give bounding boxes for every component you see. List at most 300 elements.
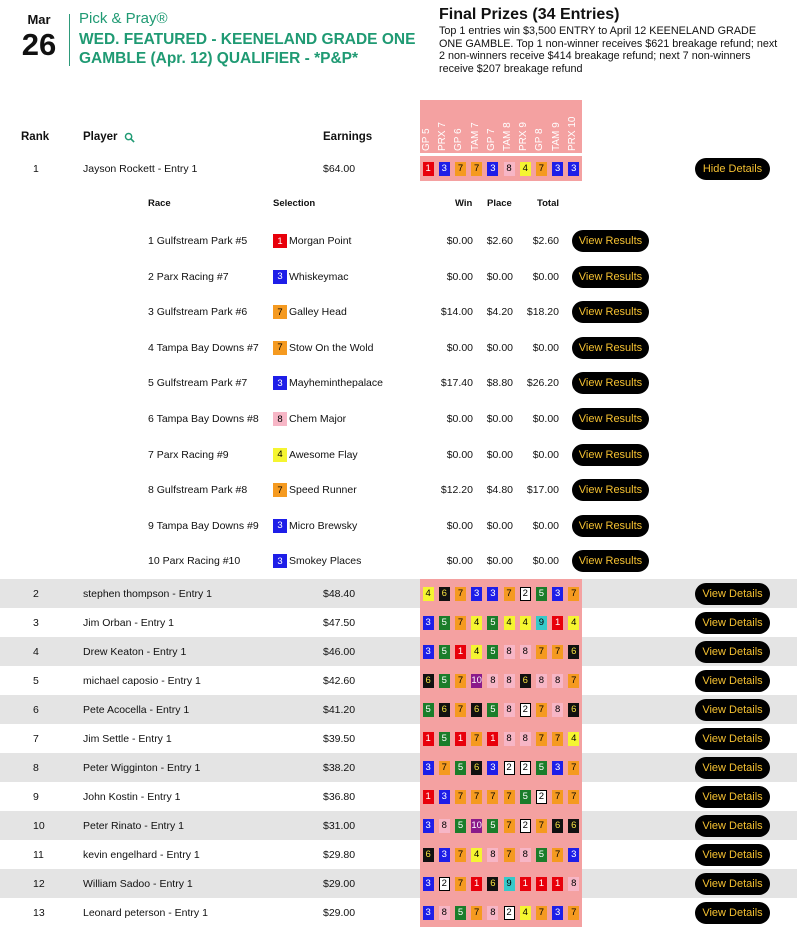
win-amount: $0.00 — [446, 555, 473, 568]
pick-cell — [517, 811, 533, 840]
race-name: 7 Parx Racing #9 — [148, 448, 229, 461]
pick-cell — [469, 156, 485, 181]
saddle-cloth-number: 4 — [520, 616, 531, 630]
saddle-cloth-number: 5 — [487, 819, 498, 833]
saddle-cloth-number: 8 — [504, 645, 515, 659]
pick-cell — [420, 579, 436, 608]
rank-cell: 10 — [33, 820, 45, 832]
view-details-button[interactable]: View Details — [695, 612, 770, 634]
pick-cell — [485, 753, 501, 782]
view-results-button[interactable]: View Results — [572, 301, 649, 323]
saddle-cloth-number: 1 — [455, 732, 466, 746]
picks-strip — [420, 782, 582, 811]
saddle-cloth-number: 7 — [273, 341, 287, 355]
race-header: Race — [148, 198, 171, 209]
rank-header: Rank — [21, 131, 50, 143]
player-header — [83, 131, 135, 143]
pick-cell — [436, 637, 452, 666]
pick-cell — [436, 782, 452, 811]
view-results-button[interactable]: View Results — [572, 408, 649, 430]
saddle-cloth-number: 7 — [568, 587, 579, 601]
saddle-cloth-number: 7 — [504, 819, 515, 833]
leg-header — [501, 100, 517, 153]
picks-strip — [420, 724, 582, 753]
saddle-cloth-number: 3 — [423, 645, 434, 659]
pick-cell — [420, 869, 436, 898]
prizes-panel — [439, 6, 779, 75]
picks-strip — [420, 840, 582, 869]
total-amount: $0.00 — [532, 555, 559, 568]
total-amount: $17.00 — [526, 484, 559, 497]
pick-cell — [566, 840, 582, 869]
saddle-cloth-number: 1 — [471, 877, 482, 891]
earnings-cell: $41.20 — [323, 704, 356, 716]
pick-cell — [501, 869, 517, 898]
pick-cell — [436, 695, 452, 724]
view-results-button[interactable]: View Results — [572, 444, 649, 466]
saddle-cloth-number: 6 — [439, 703, 450, 717]
race-detail-row — [0, 338, 797, 358]
rank-cell: 13 — [33, 907, 45, 919]
hide-details-button[interactable]: Hide Details — [695, 158, 770, 180]
pick-cell — [452, 898, 468, 927]
saddle-cloth-number: 3 — [273, 554, 287, 568]
legs-header — [420, 100, 582, 153]
rank-cell: 11 — [33, 849, 44, 861]
win-header: Win — [455, 198, 473, 209]
saddle-cloth-number: 5 — [455, 761, 466, 775]
saddle-cloth-number: 7 — [536, 906, 547, 920]
pick-cell — [533, 666, 549, 695]
pick-cell — [566, 156, 582, 181]
saddle-cloth-number: 7 — [455, 703, 466, 717]
pick-cell — [452, 811, 468, 840]
pick-cell — [550, 666, 566, 695]
leg-header — [469, 100, 485, 153]
race-name: 4 Tampa Bay Downs #7 — [148, 341, 259, 354]
pick-cell — [485, 811, 501, 840]
earnings-cell: $29.80 — [323, 849, 356, 861]
pick-cell — [550, 695, 566, 724]
pick-cell — [436, 156, 452, 181]
place-amount: $2.60 — [486, 235, 513, 247]
view-results-button[interactable]: View Results — [572, 515, 649, 537]
saddle-cloth-number: 4 — [423, 587, 434, 601]
selection-cell — [273, 302, 347, 322]
leg-header — [452, 100, 468, 153]
saddle-cloth-number: 4 — [471, 645, 482, 659]
rank-cell: 9 — [33, 791, 39, 803]
pick-cell — [452, 724, 468, 753]
saddle-cloth-number: 8 — [504, 732, 515, 746]
player-row — [0, 782, 797, 811]
rank-cell: 12 — [33, 878, 45, 890]
view-details-button[interactable]: View Details — [695, 699, 770, 721]
pick-cell — [533, 753, 549, 782]
saddle-cloth-number: 7 — [455, 790, 466, 804]
saddle-cloth-number: 5 — [455, 819, 466, 833]
win-amount: $0.00 — [446, 448, 473, 461]
view-details-button[interactable]: View Details — [695, 757, 770, 779]
pick-cell — [452, 840, 468, 869]
pick-cell — [550, 753, 566, 782]
win-amount: $12.20 — [440, 484, 473, 497]
pick-cell — [550, 579, 566, 608]
picks-strip — [420, 608, 582, 637]
player-name: Pete Acocella - Entry 1 — [83, 704, 190, 716]
saddle-cloth-number: 4 — [471, 616, 482, 630]
win-amount: $0.00 — [446, 413, 473, 425]
leg-header — [533, 100, 549, 153]
view-results-button[interactable]: View Results — [572, 230, 649, 252]
pick-cell — [517, 666, 533, 695]
pick-cell — [566, 898, 582, 927]
saddle-cloth-number: 7 — [504, 790, 515, 804]
saddle-cloth-number: 7 — [568, 906, 579, 920]
pick-cell — [420, 898, 436, 927]
horse-name: Chem Major — [289, 413, 347, 425]
race-name: 8 Gulfstream Park #8 — [148, 484, 248, 497]
pick-cell — [550, 782, 566, 811]
total-amount: $0.00 — [532, 413, 559, 425]
saddle-cloth-number: 8 — [504, 703, 515, 717]
saddle-cloth-number: 4 — [273, 448, 287, 462]
pick-cell — [566, 579, 582, 608]
pick-cell — [469, 869, 485, 898]
rank-cell: 1 — [33, 163, 39, 175]
saddle-cloth-number: 8 — [504, 162, 515, 176]
win-amount: $17.40 — [440, 377, 473, 390]
place-header: Place — [487, 198, 512, 209]
picks-strip — [420, 898, 582, 927]
pick-cell — [501, 898, 517, 927]
rank-cell: 5 — [33, 675, 39, 687]
pick-cell — [501, 608, 517, 637]
pick-cell — [469, 579, 485, 608]
saddle-cloth-number: 1 — [423, 732, 434, 746]
saddle-cloth-number: 5 — [439, 732, 450, 746]
saddle-cloth-number: 3 — [568, 848, 579, 862]
pick-cell — [420, 724, 436, 753]
saddle-cloth-number: 5 — [536, 761, 547, 775]
leg-header — [485, 100, 501, 153]
view-results-button[interactable]: View Results — [572, 372, 649, 394]
view-details-button[interactable]: View Details — [695, 728, 770, 750]
prizes-text: Top 1 entries win $3,500 ENTRY to April 12 KEENELAND GRADE ONE GAMBLE. Top 1 non-winner receives $621 breakage refund; next 2 non-winners receive $414 breakage refund; next 7 non-winners receive $207 breakage refund — [439, 25, 778, 75]
pick-cell — [517, 782, 533, 811]
earnings-cell: $29.00 — [323, 907, 356, 919]
saddle-cloth-number: 2 — [504, 906, 515, 920]
leg-header — [566, 100, 582, 153]
race-name: 1 Gulfstream Park #5 — [148, 235, 248, 247]
saddle-cloth-number: 7 — [455, 674, 466, 688]
total-header: Total — [537, 198, 559, 209]
rank-cell: 7 — [33, 733, 39, 745]
pick-cell — [420, 782, 436, 811]
win-amount: $0.00 — [446, 270, 473, 283]
saddle-cloth-number: 2 — [520, 703, 531, 717]
pick-cell — [501, 695, 517, 724]
pick-cell — [517, 869, 533, 898]
view-details-button[interactable]: View Details — [695, 670, 770, 692]
player-name: Drew Keaton - Entry 1 — [83, 646, 187, 658]
player-row — [0, 840, 797, 869]
picks-strip — [420, 637, 582, 666]
leg-header-label: PRX 10 — [566, 116, 578, 151]
saddle-cloth-number: 4 — [568, 616, 579, 630]
place-amount: $4.20 — [486, 306, 513, 319]
pick-cell — [533, 637, 549, 666]
pick-cell — [501, 811, 517, 840]
saddle-cloth-number: 7 — [455, 616, 466, 630]
earnings-cell: $48.40 — [323, 588, 356, 600]
saddle-cloth-number: 8 — [273, 412, 287, 426]
leg-header — [420, 100, 436, 153]
pick-cell — [501, 753, 517, 782]
pick-cell — [501, 724, 517, 753]
brand-name: Pick & Pray® — [79, 10, 168, 27]
place-amount: $0.00 — [486, 341, 513, 354]
pick-cell — [501, 579, 517, 608]
pick-cell — [452, 753, 468, 782]
saddle-cloth-number: 6 — [487, 877, 498, 891]
leg-header — [550, 100, 566, 153]
earnings-cell: $42.60 — [323, 675, 356, 687]
saddle-cloth-number: 7 — [455, 848, 466, 862]
race-name: 5 Gulfstream Park #7 — [148, 377, 248, 390]
race-detail-row — [0, 373, 797, 393]
view-results-button[interactable]: View Results — [572, 550, 649, 572]
view-results-button[interactable]: View Results — [572, 479, 649, 501]
saddle-cloth-number: 3 — [487, 587, 498, 601]
saddle-cloth-number: 5 — [423, 703, 434, 717]
pick-cell — [566, 695, 582, 724]
selection-cell — [273, 445, 358, 465]
pick-cell — [452, 608, 468, 637]
saddle-cloth-number: 1 — [455, 645, 466, 659]
saddle-cloth-number: 8 — [520, 732, 531, 746]
win-amount: $0.00 — [446, 235, 473, 247]
place-amount: $0.00 — [486, 519, 513, 532]
pick-cell — [436, 840, 452, 869]
view-details-button[interactable]: View Details — [695, 902, 770, 924]
horse-name: Micro Brewsky — [289, 519, 358, 532]
earnings-cell: $46.00 — [323, 646, 356, 658]
view-details-button[interactable]: View Details — [695, 844, 770, 866]
picks-strip — [420, 695, 582, 724]
selection-cell — [273, 373, 383, 393]
pick-cell — [420, 695, 436, 724]
pick-cell — [452, 156, 468, 181]
saddle-cloth-number: 3 — [423, 819, 434, 833]
player-name: kevin engelhard - Entry 1 — [83, 849, 200, 861]
selection-cell — [273, 267, 349, 287]
saddle-cloth-number: 7 — [552, 645, 563, 659]
pick-cell — [517, 898, 533, 927]
picks-strip — [420, 666, 582, 695]
pick-cell — [485, 898, 501, 927]
total-amount: $0.00 — [532, 519, 559, 532]
leg-header-label: GP 7 — [485, 128, 497, 151]
saddle-cloth-number: 2 — [439, 877, 450, 891]
saddle-cloth-number: 6 — [439, 587, 450, 601]
horse-name: Speed Runner — [289, 484, 357, 497]
saddle-cloth-number: 3 — [552, 162, 563, 176]
pick-cell — [566, 724, 582, 753]
pick-cell — [533, 695, 549, 724]
saddle-cloth-number: 7 — [273, 305, 287, 319]
saddle-cloth-number: 7 — [455, 162, 466, 176]
player-row — [0, 637, 797, 666]
saddle-cloth-number: 1 — [520, 877, 531, 891]
pick-cell — [452, 579, 468, 608]
race-detail-row — [0, 516, 797, 536]
pick-cell — [469, 724, 485, 753]
saddle-cloth-number: 3 — [439, 162, 450, 176]
saddle-cloth-number: 3 — [552, 906, 563, 920]
pick-cell — [436, 811, 452, 840]
saddle-cloth-number: 7 — [552, 732, 563, 746]
date-badge — [18, 12, 60, 61]
pick-cell — [420, 840, 436, 869]
pick-cell — [566, 608, 582, 637]
saddle-cloth-number: 7 — [471, 906, 482, 920]
race-name: 2 Parx Racing #7 — [148, 270, 229, 283]
saddle-cloth-number: 7 — [504, 587, 515, 601]
horse-name: Whiskeymac — [289, 270, 349, 283]
saddle-cloth-number: 5 — [487, 645, 498, 659]
pick-cell — [566, 782, 582, 811]
saddle-cloth-number: 7 — [455, 877, 466, 891]
saddle-cloth-number: 3 — [423, 616, 434, 630]
race-detail-row — [0, 480, 797, 500]
view-results-button[interactable]: View Results — [572, 337, 649, 359]
saddle-cloth-number: 7 — [552, 848, 563, 862]
player-name: Jim Settle - Entry 1 — [83, 733, 172, 745]
rank-cell: 8 — [33, 762, 39, 774]
saddle-cloth-number: 7 — [536, 732, 547, 746]
leg-header-label: PRX 9 — [518, 122, 530, 151]
earnings-cell: $29.00 — [323, 878, 356, 890]
total-amount: $18.20 — [526, 306, 559, 319]
view-details-button[interactable]: View Details — [695, 873, 770, 895]
pick-cell — [501, 156, 517, 181]
saddle-cloth-number: 3 — [439, 790, 450, 804]
saddle-cloth-number: 8 — [536, 674, 547, 688]
pick-cell — [517, 753, 533, 782]
date-month: Mar — [27, 12, 51, 27]
pick-cell — [469, 608, 485, 637]
horse-name: Galley Head — [289, 306, 347, 319]
saddle-cloth-number: 4 — [520, 162, 531, 176]
pick-cell — [420, 156, 436, 181]
saddle-cloth-number: 7 — [471, 732, 482, 746]
saddle-cloth-number: 3 — [423, 761, 434, 775]
pick-cell — [517, 608, 533, 637]
saddle-cloth-number: 5 — [487, 616, 498, 630]
pick-cell — [566, 666, 582, 695]
saddle-cloth-number: 3 — [487, 162, 498, 176]
pick-cell — [550, 608, 566, 637]
saddle-cloth-number: 3 — [439, 848, 450, 862]
saddle-cloth-number: 1 — [423, 790, 434, 804]
leg-header-label: TAM 8 — [501, 122, 513, 151]
race-name: 9 Tampa Bay Downs #9 — [148, 519, 259, 532]
rank-cell: 4 — [33, 646, 39, 658]
view-details-button[interactable]: View Details — [695, 786, 770, 808]
saddle-cloth-number: 7 — [471, 162, 482, 176]
pick-cell — [533, 869, 549, 898]
saddle-cloth-number: 6 — [423, 674, 434, 688]
saddle-cloth-number: 5 — [520, 790, 531, 804]
leg-header-label: GP 6 — [453, 128, 465, 151]
picks-strip — [420, 156, 582, 181]
contest-title: WED. FEATURED - KEENELAND GRADE ONE GAMBLE (Apr. 12) QUALIFIER - *P&P* — [79, 31, 416, 67]
view-details-button[interactable]: View Details — [695, 815, 770, 837]
race-detail-row — [0, 302, 797, 322]
selection-cell — [273, 516, 357, 536]
saddle-cloth-number: 5 — [455, 906, 466, 920]
earnings-header: Earnings — [323, 131, 373, 143]
saddle-cloth-number: 8 — [439, 819, 450, 833]
saddle-cloth-number: 7 — [536, 703, 547, 717]
search-icon[interactable] — [124, 132, 135, 143]
saddle-cloth-number: 4 — [504, 616, 515, 630]
pick-cell — [452, 869, 468, 898]
view-details-button[interactable]: View Details — [695, 583, 770, 605]
pick-cell — [420, 753, 436, 782]
saddle-cloth-number: 6 — [552, 819, 563, 833]
pick-cell — [452, 782, 468, 811]
saddle-cloth-number: 8 — [552, 674, 563, 688]
view-results-button[interactable]: View Results — [572, 266, 649, 288]
saddle-cloth-number: 3 — [471, 587, 482, 601]
race-name: 6 Tampa Bay Downs #8 — [148, 413, 259, 425]
picks-strip — [420, 869, 582, 898]
place-amount: $0.00 — [486, 270, 513, 283]
pick-cell — [533, 156, 549, 181]
pick-cell — [485, 869, 501, 898]
pick-cell — [533, 811, 549, 840]
player-name: William Sadoo - Entry 1 — [83, 878, 193, 890]
picks-strip — [420, 811, 582, 840]
prizes-title: Final Prizes (34 Entries) — [439, 6, 620, 23]
saddle-cloth-number: 2 — [520, 761, 531, 775]
header-divider — [69, 14, 70, 66]
date-day: 26 — [21, 27, 57, 62]
earnings-cell: $31.00 — [323, 820, 356, 832]
saddle-cloth-number: 9 — [536, 616, 547, 630]
pick-cell — [485, 637, 501, 666]
leg-header-label: TAM 7 — [469, 122, 481, 151]
horse-name: Mayheminthepalace — [289, 377, 383, 390]
earnings-cell: $39.50 — [323, 733, 356, 745]
pick-cell — [469, 753, 485, 782]
saddle-cloth-number: 8 — [439, 906, 450, 920]
pick-cell — [469, 782, 485, 811]
pick-cell — [485, 840, 501, 869]
pick-cell — [550, 869, 566, 898]
saddle-cloth-number: 7 — [439, 761, 450, 775]
player-row — [0, 608, 797, 637]
pick-cell — [566, 753, 582, 782]
player-row — [0, 155, 797, 183]
player-name: Peter Wigginton - Entry 1 — [83, 762, 201, 774]
pick-cell — [566, 869, 582, 898]
pick-cell — [420, 608, 436, 637]
pick-cell — [550, 724, 566, 753]
view-details-button[interactable]: View Details — [695, 641, 770, 663]
